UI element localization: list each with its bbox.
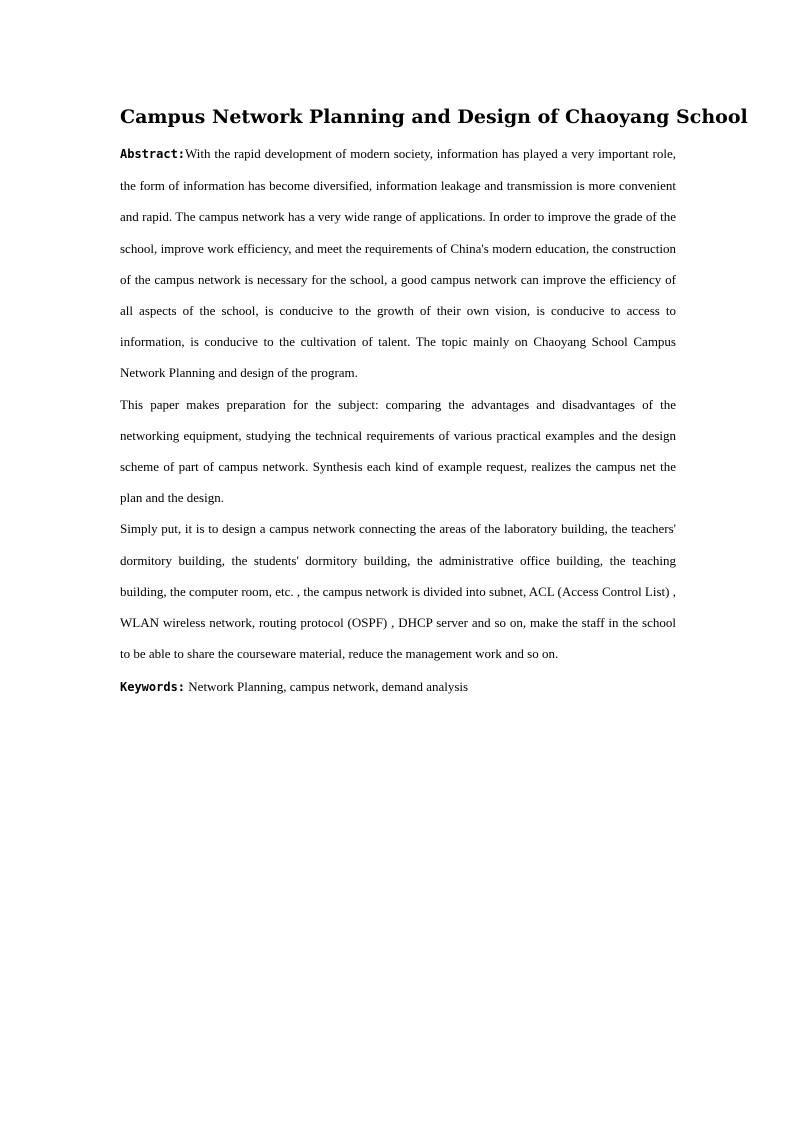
keywords-label: Keywords: [120, 680, 186, 695]
abstract-paragraph-1 [120, 138, 676, 389]
abstract-text-2: This paper makes preparation for the subject: comparing the advantages and disadvantages of the networking equipment, studying the technical requirements of various practical examples and the design scheme of part of campus network. Synthesis each kind of example request, realizes the campus net the plan and the design. [120, 396, 676, 506]
abstract-paragraph-3 [120, 513, 676, 669]
abstract-paragraph-2 [120, 389, 676, 514]
keywords-text: Network Planning, campus network, demand analysis [188, 679, 469, 695]
document-title: Campus Network Planning and Design of Chaoyang School [120, 106, 748, 128]
abstract-text-3: Simply put, it is to design a campus network connecting the areas of the laboratory building, the teachers' dormitory building, the students' dormitory building, the administrative office building, the teaching building, the computer room, etc. , the campus network is divided into subnet, ACL (Access Control List) , WLAN wireless network, routing protocol (OSPF) , DHCP server and so on, make the staff in the school to be able to share the courseware material, reduce the management work and so on. [120, 521, 676, 662]
abstract-label: Abstract: [120, 147, 186, 161]
keywords-line [120, 671, 676, 703]
abstract-text-1: With the rapid development of modern society, information has played a very important role, the form of information has become diversified, information leakage and transmission is more convenient and rapid. The campus network has a very wide range of applications. In order to improve the grade of the school, improve work efficiency, and meet the requirements of China's modern education, the construction of the campus network is necessary for the school, a good campus network can improve the efficiency of all aspects of the school, is conducive to the growth of their own vision, is conducive to access to information, is conducive to the cultivation of talent. The topic mainly on Chaoyang School Campus Network Planning and design of the program. [120, 146, 676, 381]
document-page [120, 104, 748, 704]
